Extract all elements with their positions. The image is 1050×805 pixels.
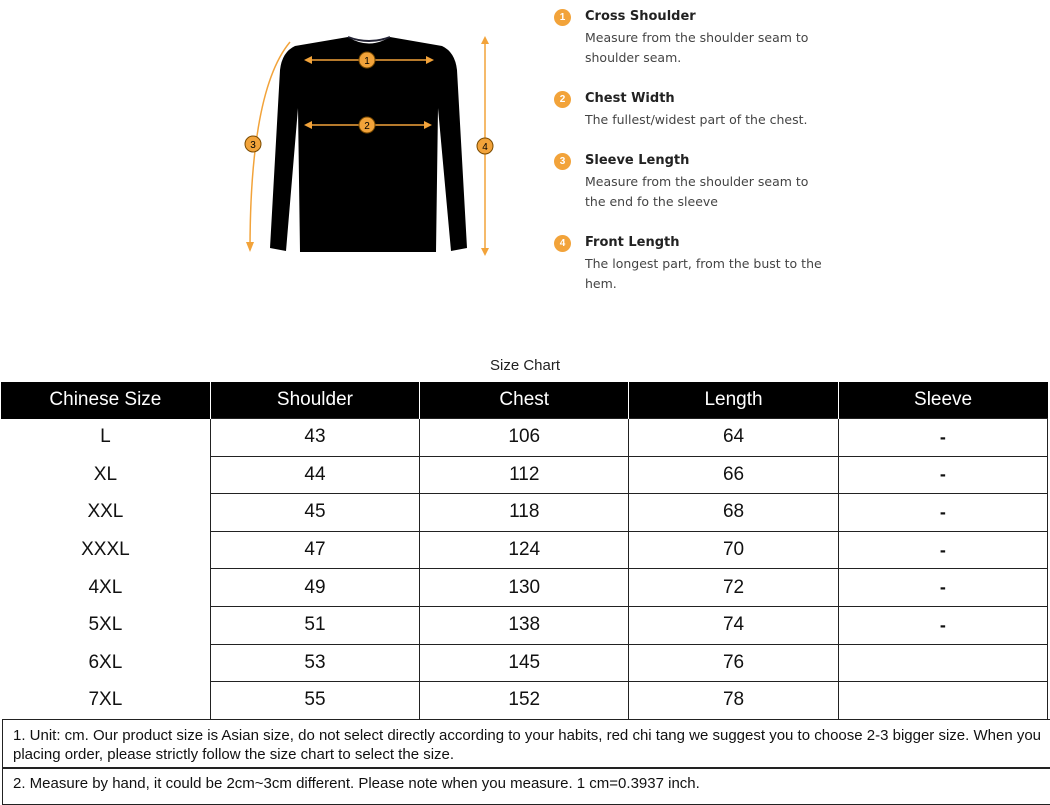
measure-desc: The fullest/widest part of the chest. bbox=[585, 112, 808, 127]
header-chinese-size: Chinese Size bbox=[1, 382, 210, 419]
table-cell: 72 bbox=[629, 569, 838, 607]
badge-3 bbox=[245, 136, 261, 152]
table-cell: 138 bbox=[420, 606, 629, 644]
table-cell: L bbox=[100, 426, 111, 448]
table-row bbox=[1, 531, 1048, 569]
number-badge: 2 bbox=[554, 91, 571, 108]
measure-title: Cross Shoulder bbox=[585, 9, 696, 24]
table-cell: 49 bbox=[210, 569, 419, 607]
table-cell: 43 bbox=[210, 419, 419, 457]
measure-desc: The longest part, from the bust to the hem. bbox=[585, 256, 822, 291]
measure-title: Chest Width bbox=[585, 91, 675, 106]
table-cell bbox=[838, 644, 1047, 682]
table-cell: XXXL bbox=[81, 539, 130, 561]
table-row bbox=[1, 419, 1048, 457]
table-cell: - bbox=[838, 531, 1047, 569]
table-cell: XXL bbox=[87, 501, 124, 523]
table-row bbox=[1, 569, 1048, 607]
table-cell: 66 bbox=[629, 456, 838, 494]
table-cell: 53 bbox=[210, 644, 419, 682]
table-cell: - bbox=[838, 569, 1047, 607]
measure-desc: Measure from the shoulder seam to the end fo the sleeve bbox=[585, 174, 809, 209]
svg-text:4: 4 bbox=[482, 142, 488, 153]
table-header-row bbox=[1, 382, 1048, 419]
table-cell: 47 bbox=[210, 531, 419, 569]
svg-text:3: 3 bbox=[250, 140, 256, 151]
measure-desc: Measure from the shoulder seam to shoulder seam. bbox=[585, 30, 809, 65]
header-chest: Chest bbox=[420, 382, 629, 419]
table-cell: 70 bbox=[629, 531, 838, 569]
table-cell: - bbox=[838, 606, 1047, 644]
table-cell: 55 bbox=[210, 682, 419, 720]
shirt-diagram bbox=[230, 20, 520, 270]
table-cell: 68 bbox=[629, 494, 838, 532]
table-cell: 106 bbox=[420, 419, 629, 457]
header-shoulder: Shoulder bbox=[210, 382, 419, 419]
table-cell: 118 bbox=[420, 494, 629, 532]
number-badge: 3 bbox=[554, 153, 571, 170]
table-cell: 45 bbox=[210, 494, 419, 532]
table-cell: - bbox=[838, 494, 1047, 532]
table-cell: 124 bbox=[420, 531, 629, 569]
table-cell: 5XL bbox=[88, 614, 123, 636]
note-unit: 1. Unit: cm. Our product size is Asian size, do not select directly according to your habits, red chi tang we suggest you to choose 2-3 bigger size. When you placing order, please strictly follow the size chart to select the size. bbox=[2, 719, 1050, 769]
table-row bbox=[1, 644, 1048, 682]
table-cell: 44 bbox=[210, 456, 419, 494]
table-cell: 64 bbox=[629, 419, 838, 457]
header-length: Length bbox=[629, 382, 838, 419]
badge-1 bbox=[359, 52, 375, 68]
table-cell: 6XL bbox=[88, 651, 123, 673]
note-measure: 2. Measure by hand, it could be 2cm~3cm different. Please note when you measure. 1 cm=0.3937 inch. bbox=[2, 767, 1050, 805]
table-row bbox=[1, 494, 1048, 532]
measurement-guide bbox=[0, 0, 1050, 350]
svg-text:2: 2 bbox=[364, 121, 370, 132]
table-cell: 51 bbox=[210, 606, 419, 644]
badge-4 bbox=[477, 138, 493, 154]
size-chart-table bbox=[1, 382, 1048, 720]
size-chart-title: Size Chart bbox=[489, 357, 561, 374]
table-row bbox=[1, 682, 1048, 720]
measure-title: Sleeve Length bbox=[585, 153, 690, 168]
badge-2 bbox=[359, 117, 375, 133]
table-cell: 145 bbox=[420, 644, 629, 682]
table-cell bbox=[838, 682, 1047, 720]
table-cell: 76 bbox=[629, 644, 838, 682]
table-cell: XL bbox=[93, 463, 118, 485]
header-sleeve: Sleeve bbox=[838, 382, 1047, 419]
table-cell: 4XL bbox=[88, 576, 123, 598]
svg-text:1: 1 bbox=[364, 56, 370, 67]
table-cell: - bbox=[838, 419, 1047, 457]
shirt-shape bbox=[270, 37, 467, 252]
table-row bbox=[1, 606, 1048, 644]
table-cell: 74 bbox=[629, 606, 838, 644]
table-cell: 112 bbox=[420, 456, 629, 494]
table-body bbox=[1, 419, 1048, 720]
table-cell: 130 bbox=[420, 569, 629, 607]
measure-title: Front Length bbox=[585, 235, 680, 250]
table-row bbox=[1, 456, 1048, 494]
table-cell: - bbox=[838, 456, 1047, 494]
table-cell: 7XL bbox=[88, 689, 123, 711]
number-badge: 4 bbox=[554, 235, 571, 252]
table-cell: 78 bbox=[629, 682, 838, 720]
number-badge: 1 bbox=[554, 9, 571, 26]
table-cell: 152 bbox=[420, 682, 629, 720]
